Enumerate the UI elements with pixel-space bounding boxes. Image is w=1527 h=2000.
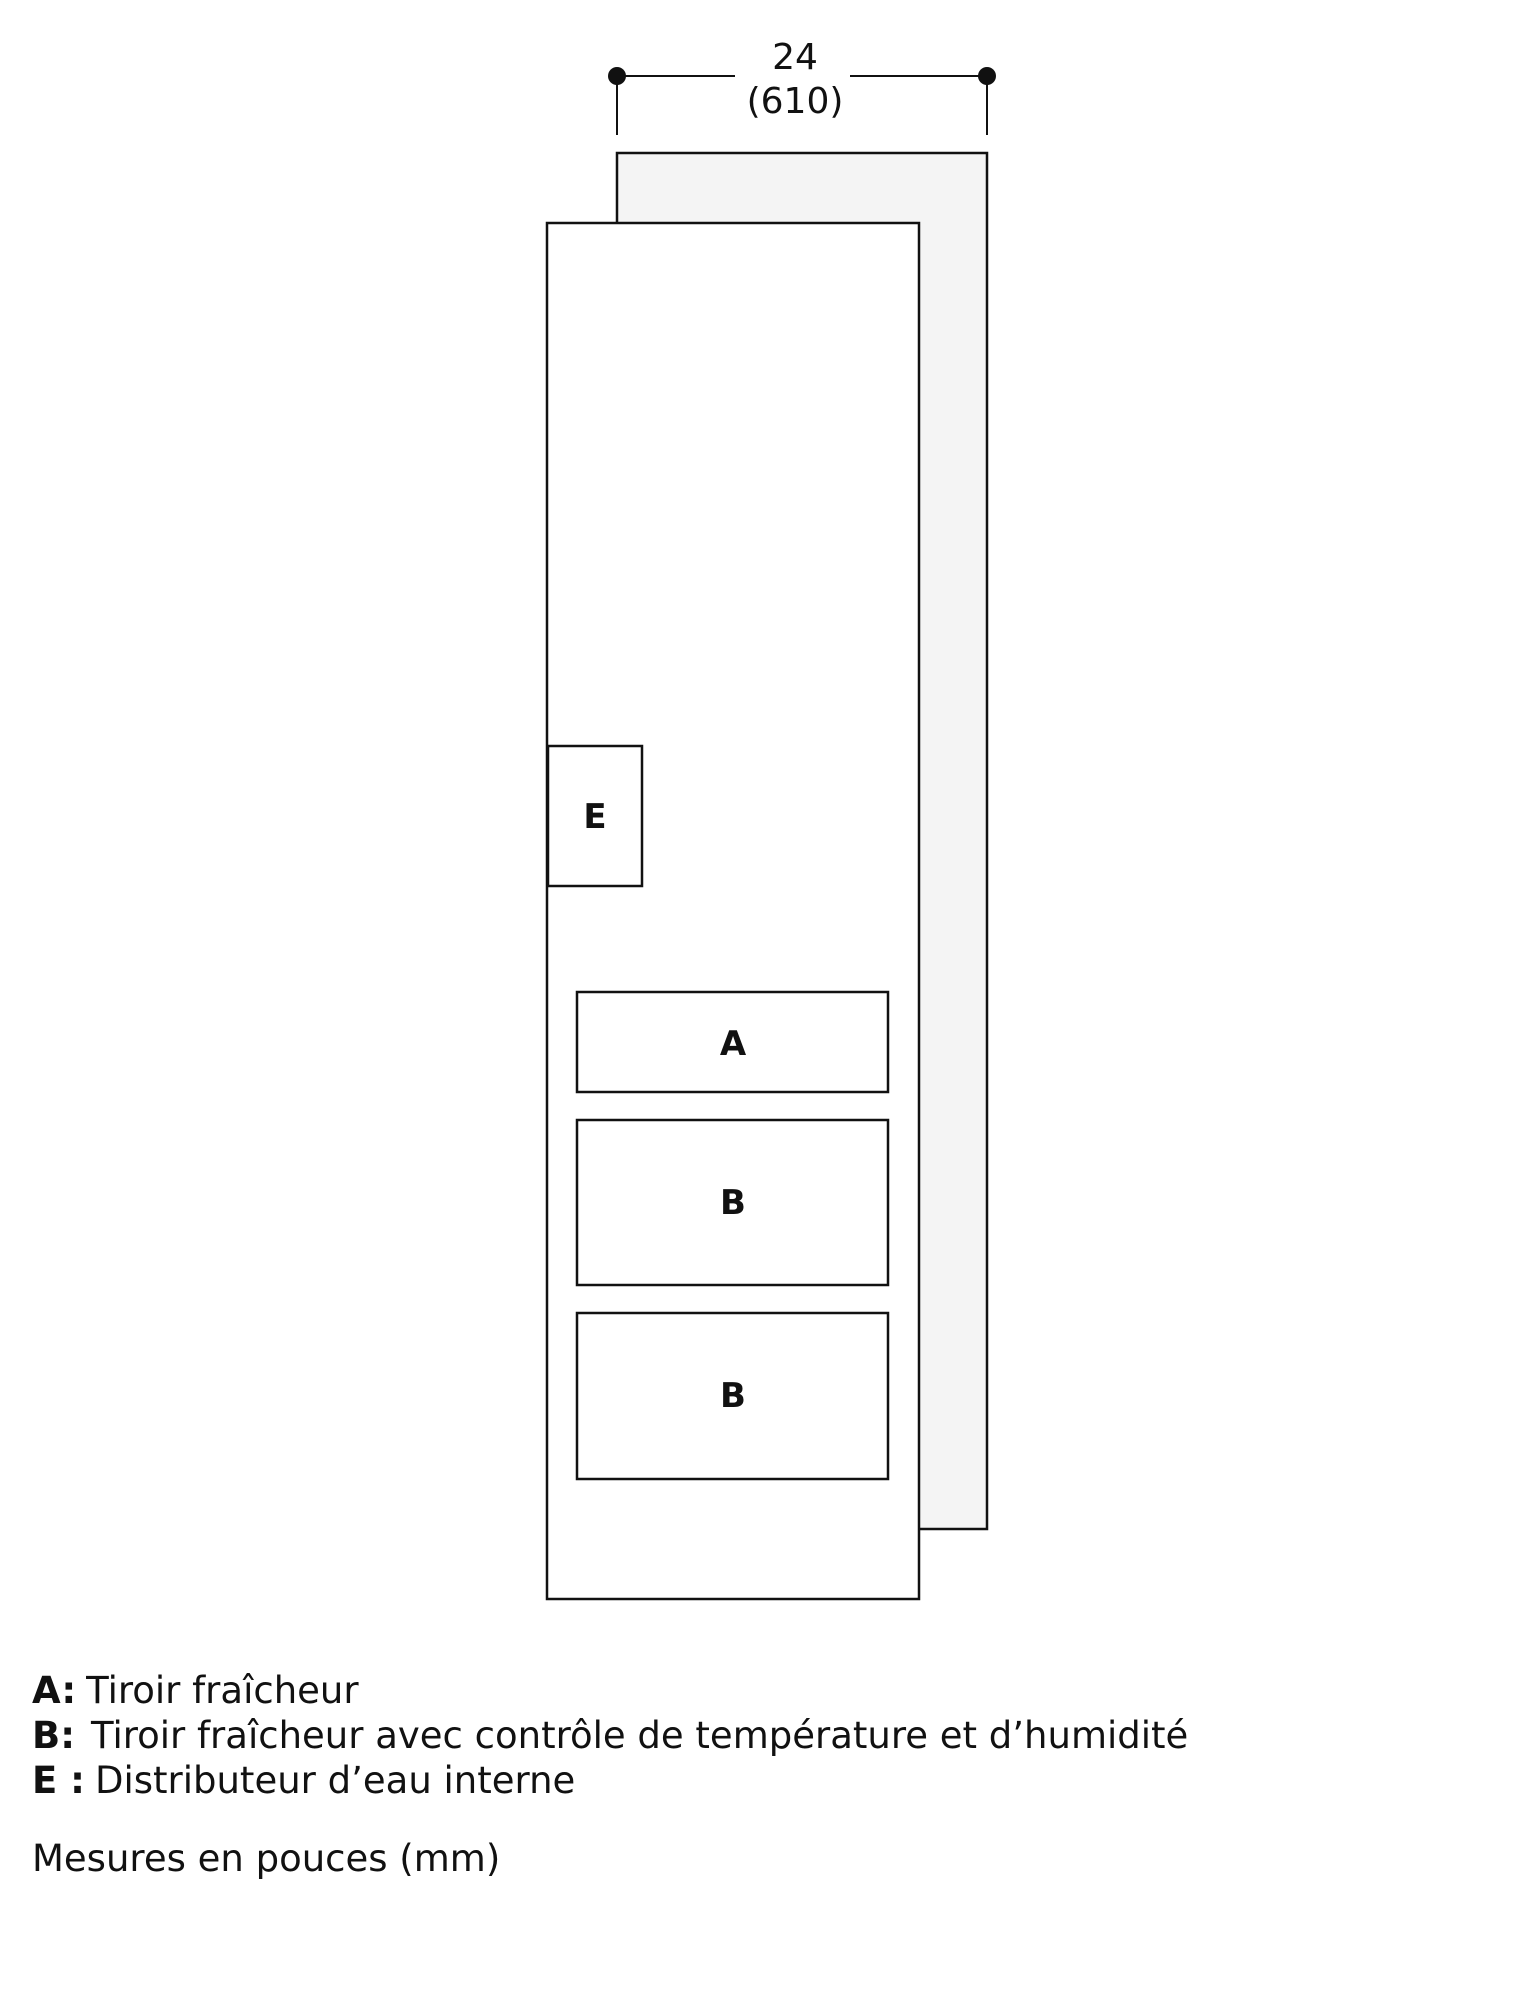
compartment-b-lower xyxy=(577,1313,888,1479)
compartment-b-upper-label: B xyxy=(720,1183,746,1223)
width-dimension xyxy=(608,37,996,135)
legend-item-b xyxy=(32,1713,1492,1758)
legend-item-e xyxy=(32,1758,1492,1803)
legend-item-a xyxy=(32,1668,1492,1713)
compartment-a-label: A xyxy=(719,1024,747,1064)
dimension-endpoint-right xyxy=(978,67,996,85)
legend-text-a: Tiroir fraîcheur xyxy=(86,1669,359,1712)
compartment-e xyxy=(548,746,642,886)
units-note: Mesures en pouces (mm) xyxy=(32,1837,501,1880)
compartment-b-upper xyxy=(577,1120,888,1285)
legend-text-b: Tiroir fraîcheur avec contrôle de température et d’humidité xyxy=(91,1714,1189,1757)
compartment-b-lower-label: B xyxy=(720,1376,746,1416)
legend-key-a: A: xyxy=(32,1669,77,1712)
compartment-e-label: E xyxy=(583,797,607,837)
legend-key-e: E : xyxy=(32,1759,85,1802)
compartment-a xyxy=(577,992,888,1092)
legend-key-b: B: xyxy=(32,1714,75,1757)
legend xyxy=(32,1668,1492,1803)
dimension-endpoint-left xyxy=(608,67,626,85)
dimension-inches: 24 xyxy=(772,37,818,78)
legend-text-e: Distributeur d’eau interne xyxy=(94,1759,576,1802)
dimension-mm: (610) xyxy=(746,81,844,122)
